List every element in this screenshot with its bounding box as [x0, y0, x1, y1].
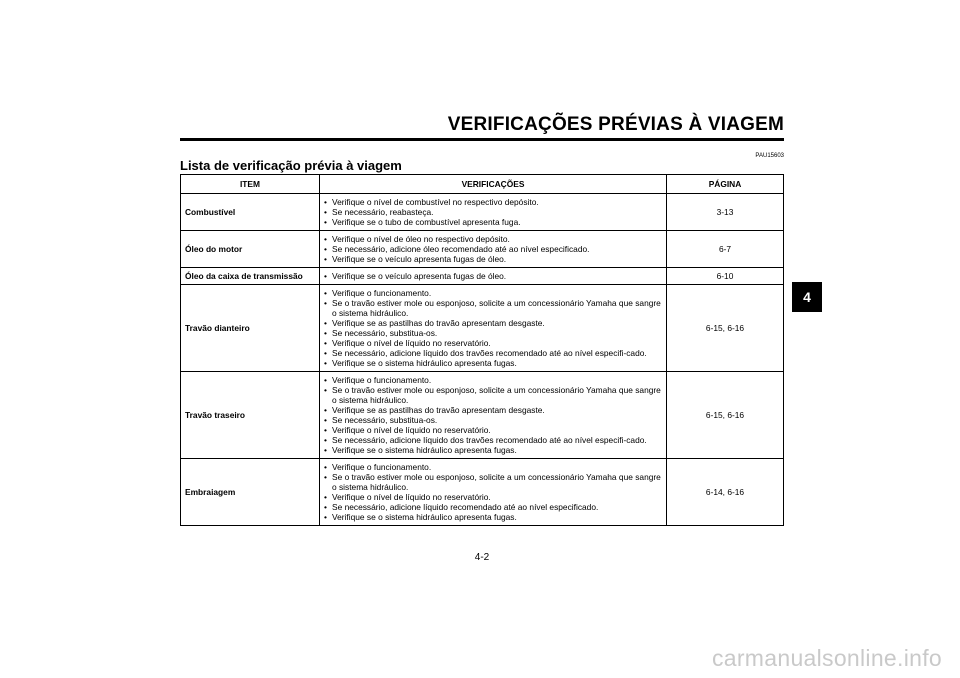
- table-row: [181, 194, 784, 231]
- row-checks-cell: [320, 231, 667, 268]
- check-list-item: • Verifique o nível de líquido no reservatório.: [324, 425, 664, 435]
- check-list-item: • Verifique o nível de combustível no respectivo depósito.: [324, 197, 664, 207]
- checks-list: [324, 288, 664, 368]
- check-list-item: • Se necessário, substitua-os.: [324, 328, 664, 338]
- check-list-item: • Verifique se o sistema hidráulico apresenta fugas.: [324, 445, 664, 455]
- header-rule: [180, 138, 784, 141]
- check-list-item: • Se necessário, reabasteça.: [324, 207, 664, 217]
- row-checks-cell: [320, 194, 667, 231]
- row-page-ref: 3-13: [667, 194, 784, 231]
- document-code: PAU15603: [755, 153, 784, 159]
- checks-list: [324, 234, 664, 264]
- row-checks-cell: [320, 372, 667, 459]
- check-list-item: • Se necessário, adicione líquido recomendado até ao nível especificado.: [324, 502, 664, 512]
- row-checks-cell: [320, 459, 667, 526]
- column-header-checks: VERIFICAÇÕES: [320, 175, 667, 194]
- check-list-item: • Verifique se o veículo apresenta fugas de óleo.: [324, 254, 664, 264]
- checks-list: [324, 271, 664, 281]
- row-page-ref: 6-15, 6-16: [667, 285, 784, 372]
- row-item-label: Embraiagem: [181, 459, 320, 526]
- table-row: [181, 285, 784, 372]
- table-row: [181, 268, 784, 285]
- checks-list: [324, 462, 664, 522]
- check-list-item: • Verifique o nível de óleo no respectivo depósito.: [324, 234, 664, 244]
- check-list-item: • Verifique o funcionamento.: [324, 288, 664, 298]
- row-item-label: Óleo da caixa de transmissão: [181, 268, 320, 285]
- row-checks-cell: [320, 268, 667, 285]
- check-list-item: • Se necessário, adicione óleo recomendado até ao nível especificado.: [324, 244, 664, 254]
- table-header-row: [181, 175, 784, 194]
- check-list-item: • Verifique o funcionamento.: [324, 375, 664, 385]
- watermark: carmanualsonline.info: [711, 645, 942, 671]
- check-list-item: • Se o travão estiver mole ou esponjoso, solicite a um concessionário Yamaha que sangre o sistema hidráulico.: [324, 385, 664, 405]
- checks-list: [324, 375, 664, 455]
- check-list-item: • Verifique se o sistema hidráulico apresenta fugas.: [324, 358, 664, 368]
- row-item-label: Combustível: [181, 194, 320, 231]
- checklist-body: [181, 194, 784, 526]
- checklist-table: [180, 174, 784, 526]
- check-list-item: • Se o travão estiver mole ou esponjoso, solicite a um concessionário Yamaha que sangre o sistema hidráulico.: [324, 298, 664, 318]
- row-page-ref: 6-10: [667, 268, 784, 285]
- check-list-item: • Se necessário, substitua-os.: [324, 415, 664, 425]
- check-list-item: • Verifique o nível de líquido no reservatório.: [324, 338, 664, 348]
- table-row: [181, 459, 784, 526]
- row-page-ref: 6-15, 6-16: [667, 372, 784, 459]
- check-list-item: • Verifique se o sistema hidráulico apresenta fugas.: [324, 512, 664, 522]
- row-item-label: Travão traseiro: [181, 372, 320, 459]
- page-header-title: VERIFICAÇÕES PRÉVIAS À VIAGEM: [447, 114, 784, 135]
- table-row: [181, 372, 784, 459]
- check-list-item: • Verifique se o veículo apresenta fugas de óleo.: [324, 271, 664, 281]
- check-list-item: • Se necessário, adicione líquido dos travões recomendado até ao nível especifi-cado.: [324, 348, 664, 358]
- check-list-item: • Se o travão estiver mole ou esponjoso, solicite a um concessionário Yamaha que sangre o sistema hidráulico.: [324, 472, 664, 492]
- column-header-item: ITEM: [181, 175, 320, 194]
- check-list-item: • Verifique o nível de líquido no reservatório.: [324, 492, 664, 502]
- check-list-item: • Verifique se o tubo de combustível apresenta fuga.: [324, 217, 664, 227]
- section-heading: Lista de verificação prévia à viagem: [180, 158, 402, 173]
- check-list-item: • Se necessário, adicione líquido dos travões recomendado até ao nível especifi-cado.: [324, 435, 664, 445]
- check-list-item: • Verifique se as pastilhas do travão apresentam desgaste.: [324, 318, 664, 328]
- column-header-page: PÁGINA: [667, 175, 784, 194]
- row-page-ref: 6-14, 6-16: [667, 459, 784, 526]
- page-number: 4-2: [474, 552, 490, 563]
- checks-list: [324, 197, 664, 227]
- table-row: [181, 231, 784, 268]
- row-item-label: Travão dianteiro: [181, 285, 320, 372]
- check-list-item: • Verifique o funcionamento.: [324, 462, 664, 472]
- row-checks-cell: [320, 285, 667, 372]
- row-item-label: Óleo do motor: [181, 231, 320, 268]
- check-list-item: • Verifique se as pastilhas do travão apresentam desgaste.: [324, 405, 664, 415]
- chapter-tab: 4: [792, 282, 822, 312]
- row-page-ref: 6-7: [667, 231, 784, 268]
